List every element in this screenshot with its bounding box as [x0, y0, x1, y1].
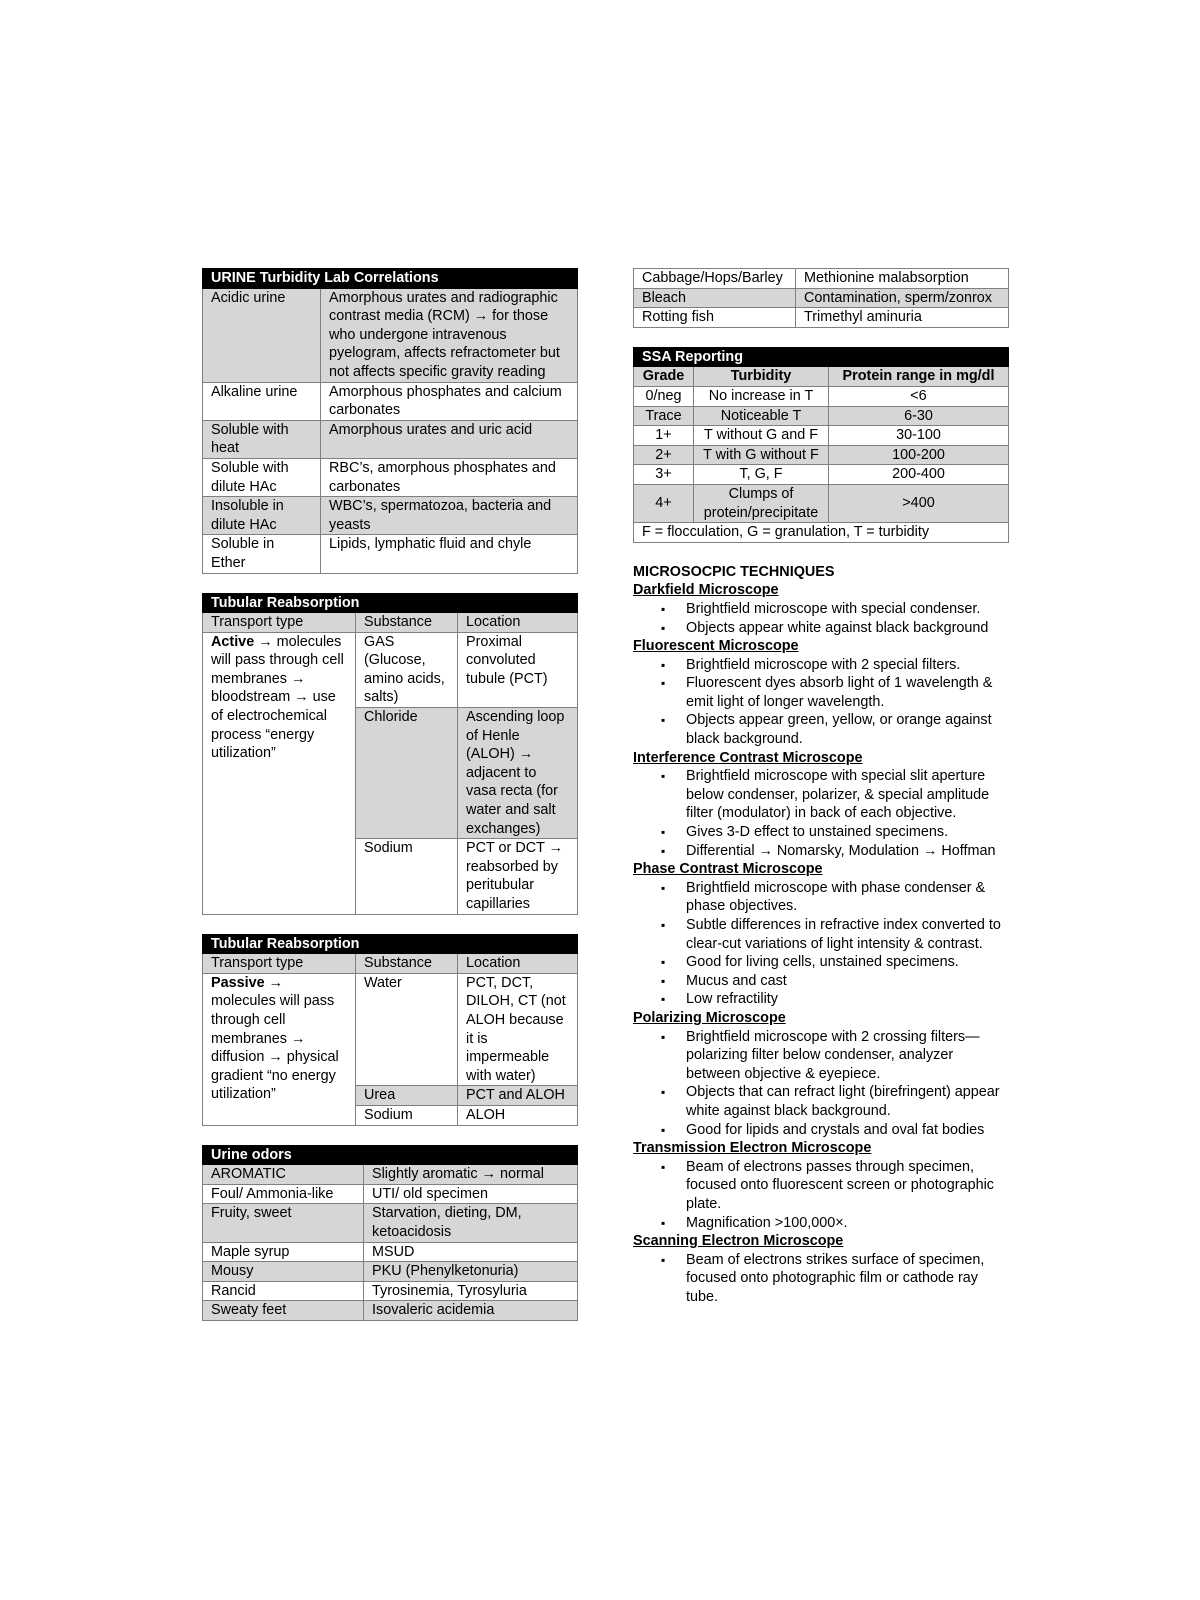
list-item: ▪ Subtle differences in refractive index converted to clear-cut variations of light intensity & contrast.	[686, 916, 1009, 953]
list-item: ▪ Brightfield microscope with 2 special filters.	[686, 656, 1009, 675]
turbidity-table	[202, 268, 578, 574]
table-row: Soluble with heat Amorphous urates and uric acid	[203, 420, 578, 458]
urine-odors-continued-table	[633, 268, 1009, 328]
table-row: Active → molecules will pass through cell membranes → bloodstream → use of electrochemical process “energy utilization” GAS (Glucose, amino acids, salts) Proximal convoluted tubule (PCT)	[203, 632, 578, 707]
ssa-footnote: F = flocculation, G = granulation, T = turbidity	[634, 523, 1009, 543]
column-header: Transport type	[203, 613, 356, 633]
list-item: ▪ Mucus and cast	[686, 972, 1009, 991]
list-item: ▪ Good for living cells, unstained specimens.	[686, 953, 1009, 972]
tubular-reabsorption-active-table	[202, 593, 578, 915]
table-row: Alkaline urine Amorphous phosphates and calcium carbonates	[203, 382, 578, 420]
table-row: Passive → molecules will pass through cell membranes → diffusion → physical gradient “no energy utilization” Water PCT, DCT, DILOH, CT (not ALOH because it is impermeable with water)	[203, 973, 578, 1086]
list-item: ▪ Magnification >100,000×.	[686, 1214, 1009, 1233]
column-header: Turbidity	[694, 367, 829, 387]
microscope-section-title: Scanning Electron Microscope	[633, 1233, 844, 1250]
table-row: Mousy PKU (Phenylketonuria)	[203, 1262, 578, 1282]
list-item: ▪ Beam of electrons strikes surface of specimen, focused onto photographic film or cathode ray tube.	[686, 1251, 1009, 1307]
microscope-section-title: Fluorescent Microscope	[633, 638, 799, 655]
table-row: 1+ T without G and F 30-100	[634, 426, 1009, 446]
odors-title: Urine odors	[203, 1145, 578, 1165]
table-row: Bleach Contamination, sperm/zonrox	[634, 288, 1009, 308]
tubular-passive-title: Tubular Reabsorption	[203, 934, 578, 954]
list-item: ▪ Fluorescent dyes absorb light of 1 wavelength & emit light of longer wavelength.	[686, 674, 1009, 711]
table-row: Maple syrup MSUD	[203, 1242, 578, 1262]
microscope-section-title: Interference Contrast Microscope	[633, 749, 863, 766]
list-item: ▪ Low refractility	[686, 990, 1009, 1009]
list-item: ▪ Objects appear green, yellow, or orange against black background.	[686, 711, 1009, 748]
table-row: Sodium ALOH	[203, 1105, 578, 1125]
column-header: Substance	[356, 954, 458, 974]
microscope-bullet-list	[633, 1158, 1009, 1232]
microscope-bullet-list	[633, 1251, 1009, 1307]
microscope-bullet-list	[633, 879, 1009, 1009]
table-row: Soluble in Ether Lipids, lymphatic fluid and chyle	[203, 535, 578, 573]
table-row: Trace Noticeable T 6-30	[634, 406, 1009, 426]
list-item: ▪ Brightfield microscope with special slit aperture below condenser, polarizer, & special amplitude filter (modulator) in back of each objective.	[686, 767, 1009, 823]
microscope-bullet-list	[633, 1028, 1009, 1140]
table-row: Urea PCT and ALOH	[203, 1086, 578, 1106]
list-item: ▪ Beam of electrons passes through specimen, focused onto fluorescent screen or photographic plate.	[686, 1158, 1009, 1214]
table-row: Sodium PCT or DCT → reabsorbed by peritubular capillaries	[203, 839, 578, 914]
table-row: 4+ Clumps of protein/precipitate >400	[634, 484, 1009, 522]
column-header: Grade	[634, 367, 694, 387]
transport-type-active: Active → molecules will pass through cell membranes → bloodstream → use of electrochemical process “energy utilization”	[203, 632, 356, 914]
table-row: Soluble with dilute HAc RBC’s, amorphous phosphates and carbonates	[203, 458, 578, 496]
table-row: 3+ T, G, F 200-400	[634, 465, 1009, 485]
list-item: ▪ Brightfield microscope with phase condenser & phase objectives.	[686, 879, 1009, 916]
table-row: Sweaty feet Isovaleric acidemia	[203, 1301, 578, 1321]
list-item: ▪ Good for lipids and crystals and oval fat bodies	[686, 1121, 1009, 1140]
microscope-section-title: Phase Contrast Microscope	[633, 861, 823, 878]
left-column	[202, 268, 578, 1321]
column-header: Transport type	[203, 954, 356, 974]
microscope-bullet-list	[633, 600, 1009, 637]
table-row: Foul/ Ammonia-like UTI/ old specimen	[203, 1184, 578, 1204]
microscopic-techniques-list	[633, 581, 1009, 1306]
table-row: Fruity, sweet Starvation, dieting, DM, ketoacidosis	[203, 1204, 578, 1242]
microscopic-techniques-title: MICROSOCPIC TECHNIQUES	[633, 563, 835, 580]
microscope-section-title: Polarizing Microscope	[633, 1009, 786, 1026]
table-row: Insoluble in dilute HAc WBC’s, spermatozoa, bacteria and yeasts	[203, 497, 578, 535]
urine-odors-table	[202, 1145, 578, 1321]
table-row: 0/neg No increase in T <6	[634, 386, 1009, 406]
microscope-section-title: Transmission Electron Microscope	[633, 1140, 872, 1157]
list-item: ▪ Gives 3-D effect to unstained specimens.	[686, 823, 1009, 842]
table-row: Chloride Ascending loop of Henle (ALOH) → adjacent to vasa recta (for water and salt exchanges)	[203, 708, 578, 839]
microscope-bullet-list	[633, 656, 1009, 749]
microscope-bullet-list	[633, 767, 1009, 860]
list-item: ▪ Brightfield microscope with 2 crossing filters—polarizing filter below condenser, analyzer between objective & eyepiece.	[686, 1028, 1009, 1084]
ssa-reporting-table	[633, 347, 1009, 543]
table-row: Cabbage/Hops/Barley Methionine malabsorption	[634, 269, 1009, 289]
turbidity-title: URINE Turbidity Lab Correlations	[203, 269, 578, 289]
column-header: Substance	[356, 613, 458, 633]
table-row: Rancid Tyrosinemia, Tyrosyluria	[203, 1281, 578, 1301]
column-header: Protein range in mg/dl	[829, 367, 1009, 387]
list-item: ▪ Brightfield microscope with special condenser.	[686, 600, 1009, 619]
table-row: Rotting fish Trimethyl aminuria	[634, 308, 1009, 328]
right-column	[633, 268, 1009, 1306]
column-header: Location	[458, 954, 578, 974]
column-header: Location	[458, 613, 578, 633]
table-row: AROMATIC Slightly aromatic → normal	[203, 1165, 578, 1185]
list-item: ▪ Objects that can refract light (birefringent) appear white against black background.	[686, 1083, 1009, 1120]
tubular-active-title: Tubular Reabsorption	[203, 593, 578, 613]
tubular-reabsorption-passive-table	[202, 934, 578, 1126]
ssa-title: SSA Reporting	[634, 347, 1009, 367]
table-row: 2+ T with G without F 100-200	[634, 445, 1009, 465]
list-item: ▪ Objects appear white against black background	[686, 619, 1009, 638]
microscope-section-title: Darkfield Microscope	[633, 582, 779, 599]
table-row: Acidic urine Amorphous urates and radiographic contrast media (RCM) → for those who undergone intravenous pyelogram, affects refractometer but not affects specific gravity reading	[203, 288, 578, 382]
transport-type-passive: Passive → molecules will pass through cell membranes → diffusion → physical gradient “no energy utilization”	[203, 973, 356, 1125]
list-item: ▪ Differential → Nomarsky, Modulation → Hoffman	[686, 842, 1009, 861]
